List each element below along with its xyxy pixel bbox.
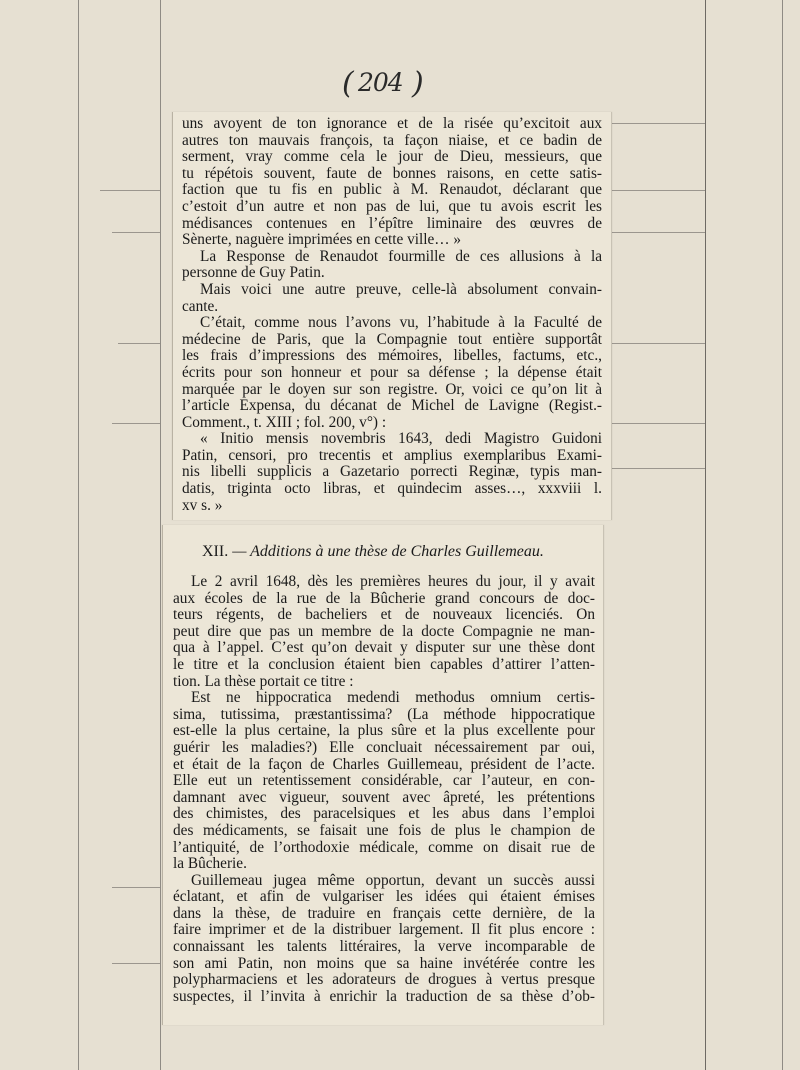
text-line: uns avoyent de ton ignorance et de la risée qu’excitoit aux [182,116,602,132]
text-line: sima, tutissima, præstantissima? (La méthode hippocratique [173,706,595,723]
handwritten-page-number: ( 204 ) [342,66,424,101]
text-line: personne de Guy Patin. [182,265,325,282]
ledger-rule-h9 [610,232,705,233]
text-line: faction que tu fis en public à M. Renaudot, déclarant que [182,182,602,199]
text-block-1 [182,116,602,514]
text-line: marquée par le doyen sur son registre. Or, voici ce qu’on lit à [182,381,602,398]
text-line: tion. La thèse portait ce titre : [173,673,354,690]
text-line: médisances contenues en l’épître liminaire des œuvres de [182,215,602,232]
text-line: Le 2 avril 1648, dès les premières heures du jour, il y avait [191,574,595,590]
text-line: peut dire que pas un membre de la docte Compagnie ne man- [173,623,595,640]
ledger-rule-h5 [112,887,160,888]
text-line: des médicaments, se faisait une fois de plus le champion de [173,822,595,839]
text-line: Guillemeau jugea même opportun, devant un succès aussi [191,872,595,889]
text-line: guérir les maladies?) Elle concluait nécessairement par oui, [173,739,595,756]
text-line: Mais voici une autre preuve, celle-là absolument convain- [200,281,602,298]
ledger-rule-h10 [600,343,705,344]
ledger-rule-right-inner [705,0,706,1070]
text-line: aux écoles de la rue de la Bûcherie grand concours de doc- [173,590,595,607]
text-line: l’article Expensa, du décanat de Michel de Lavigne (Regist.- [182,398,602,415]
text-line: qua à l’appel. C’est qu’on devait y disputer sur une thèse dont [173,640,595,657]
ledger-rule-h7 [610,123,705,124]
text-line: faire imprimer et de la distribuer largement. Il fit plus encore : [173,922,595,939]
ledger-rule-right-outer [782,0,783,1070]
ledger-rule-left-inner [160,0,161,1070]
text-line: est-elle la plus certaine, la plus sûre et la plus excellente pour [173,723,595,740]
section-title: — Additions à une thèse de Charles Guillemeau. [232,543,544,560]
text-line: serment, vray comme cela le jour de Dieu, messieurs, que [182,149,602,166]
text-line: des chimistes, des paracelsiques et les abus dans l’emploi [173,806,595,823]
text-line: connaissant les talents littéraires, la verve incomparable de [173,939,595,956]
text-line: le titre et la conclusion étaient bien capables d’attirer l’atten- [173,656,595,673]
section-heading [202,543,544,561]
text-line: « Initio mensis novembris 1643, dedi Magistro Guidoni [200,431,602,448]
text-line: Patin, censori, pro trecentis et amplius exemplaribus Exami- [182,447,602,464]
text-line: les frais d’impressions des mémoires, libelles, factums, etc., [182,348,602,365]
section-number: XII. [202,543,229,560]
ledger-rule-h6 [112,963,160,964]
ledger-rule-h11 [600,423,705,424]
ledger-rule-h1 [100,190,160,191]
ledger-rule-h4 [112,423,160,424]
text-line: C’était, comme nous l’avons vu, l’habitude à la Faculté de [200,315,602,332]
text-line: dans la thèse, de traduire en français cette dernière, de la [173,905,595,922]
text-line: tu répétois souvent, faute de bonnes raisons, en cette satis- [182,165,602,182]
text-line: La Response de Renaudot fourmille de ces allusions à la [200,248,602,265]
text-line: xv s. » [182,497,223,514]
text-line: Elle eut un retentissement considérable, car l’auteur, en con- [173,773,595,790]
text-line: et était de la façon de Charles Guillemeau, président de l’acte. [173,756,595,773]
ledger-rule-h8 [610,190,705,191]
text-line: damnant avec vigueur, souvent avec âpreté, les prétentions [173,789,595,806]
text-block-2 [173,574,595,1005]
text-line: Est ne hippocratica medendi methodus omnium certis- [191,690,595,707]
text-line: l’antiquité, de l’orthodoxie médicale, comme on disait rue de [173,839,595,856]
text-line: teurs régents, de bacheliers et de nouveaux licenciés. On [173,607,595,624]
text-line: Comment., t. XIII ; fol. 200, v°) : [182,414,387,431]
text-line: éclatant, et afin de vulgariser les idées qui étaient émises [173,889,595,906]
text-line: médecine de Paris, que la Compagnie tout entière supportât [182,331,602,348]
text-line: la Bûcherie. [173,856,247,873]
text-line: cante. [182,298,219,315]
text-line: Sènerte, naguère imprimées en cette ville… » [182,232,462,249]
text-line: autres ton mauvais françois, ta façon niaise, et ce badin de [182,132,602,149]
text-line: datis, triginta octo libras, et quindecim asses…, xxxviii l. [182,481,602,498]
ledger-rule-h12 [600,468,705,469]
text-line: son ami Patin, non moins que sa haine invétérée contre les [173,955,595,972]
text-line: polypharmaciens et les adorateurs de drogues à vertus presque [173,972,595,989]
text-line: c’estoit d’un autre et non pas de lui, que tu avois escrit les [182,198,602,215]
ledger-rule-left-outer [78,0,79,1070]
text-line: suspectes, il l’invita à enrichir la traduction de sa thèse d’ob- [173,988,595,1005]
ledger-rule-h2 [112,232,160,233]
text-line: écrits pour son honneur et pour sa défense ; la dépense était [182,364,602,381]
ledger-rule-h3 [118,343,160,344]
text-line: nis libelli supplicis a Gazetario porrecti Reginæ, typis man- [182,464,602,481]
